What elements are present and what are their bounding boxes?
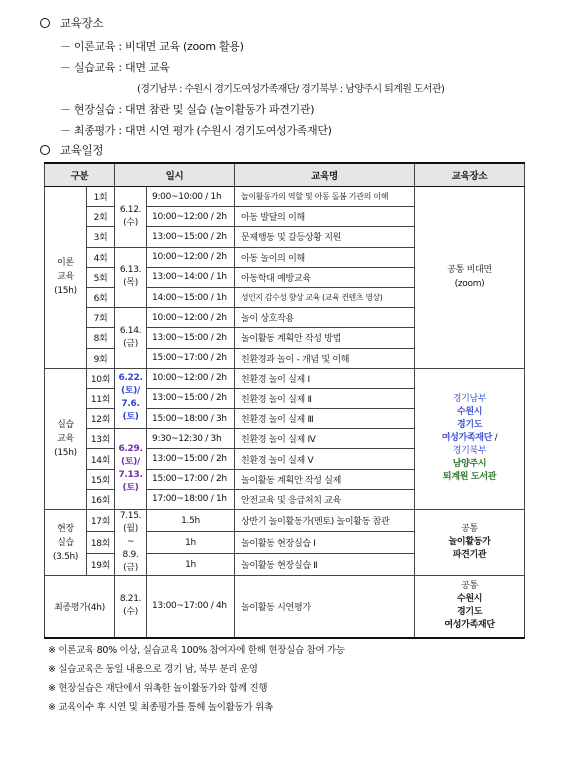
venue-common-label: 공통 — [461, 581, 478, 592]
session-title: 놀이활동 계획안 작성 실제 — [235, 469, 415, 489]
table-row — [45, 187, 525, 207]
session-number: 2회 — [87, 207, 115, 227]
session-number: 9회 — [87, 348, 115, 368]
session-title: 놀이활동 현장실습 Ⅰ — [235, 532, 415, 554]
venue-theory: 공통 비대면 (zoom) — [415, 187, 525, 369]
session-time: 17:00~18:00 / 1h — [147, 489, 235, 509]
session-number: 12회 — [87, 409, 115, 429]
session-title: 안전교육 및 응급처치 교육 — [235, 489, 415, 509]
session-time: 1.5h — [147, 510, 235, 532]
session-title: 아동학대 예방교육 — [235, 267, 415, 287]
venue-line-final: － 최종평가 : 대면 시연 평가 (수원시 경기도여성가족재단) — [60, 124, 332, 137]
venue-line-practice: － 실습교육 : 대면 교육 — [60, 61, 170, 74]
date-cell: 6.29. (토)/ 7.13. (토) — [115, 429, 147, 510]
session-time: 10:00~12:00 / 2h — [147, 308, 235, 328]
circle-bullet-icon — [40, 145, 50, 155]
venue-final-name: 수원시 경기도 여성가족재단 — [444, 594, 495, 631]
date-cell: 8.21. (수) — [115, 576, 147, 638]
session-number: 4회 — [87, 247, 115, 267]
session-number: 19회 — [87, 554, 115, 576]
session-time: 13:00~15:00 / 2h — [147, 449, 235, 469]
session-title: 친환경 놀이 실제 Ⅲ — [235, 409, 415, 429]
group-final: 최종평가(4h) — [45, 576, 115, 638]
venue-field-name: 놀이활동가 파견기관 — [448, 537, 491, 560]
group-practice: 실습 교육 (15h) — [45, 368, 87, 509]
venue-north-label: 경기북부 — [452, 446, 487, 457]
date-cell: 6.22. (토)/ 7.6. (토) — [115, 368, 147, 429]
note-1: ※ 이론교육 80% 이상, 실습교육 100% 참여자에 한해 현장실습 참여 가능 — [48, 645, 345, 656]
date-cell: 7.15. (월) ~ 8.9. (금) — [115, 510, 147, 576]
venue-line-field: － 현장실습 : 대면 참관 및 실습 (놀이활동가 파견기관) — [60, 103, 315, 116]
session-title: 놀이활동가의 역할 및 아동 돌봄 기관의 이해 — [235, 187, 415, 207]
session-number: 6회 — [87, 287, 115, 307]
session-title: 문제행동 및 갈등상황 지원 — [235, 227, 415, 247]
session-title: 놀이활동 시연평가 — [235, 576, 415, 638]
session-title: 친환경 놀이 실제 Ⅳ — [235, 429, 415, 449]
session-title: 친환경 놀이 실제 Ⅴ — [235, 449, 415, 469]
header-venue: 교육장소 — [415, 163, 525, 187]
session-number: 8회 — [87, 328, 115, 348]
session-title: 친환경 놀이 실제 Ⅱ — [235, 388, 415, 408]
session-title: 놀이 상호작용 — [235, 308, 415, 328]
header-category: 구분 — [45, 163, 115, 187]
table-row-final — [45, 576, 525, 638]
session-number: 5회 — [87, 267, 115, 287]
session-title: 아동 발달의 이해 — [235, 207, 415, 227]
session-time: 13:00~15:00 / 2h — [147, 227, 235, 247]
session-time: 10:00~12:00 / 2h — [147, 207, 235, 227]
session-title: 놀이활동 계획안 작성 방법 — [235, 328, 415, 348]
session-number: 14회 — [87, 449, 115, 469]
session-time: 13:00~14:00 / 1h — [147, 267, 235, 287]
venue-section-heading — [40, 15, 103, 31]
session-number: 17회 — [87, 510, 115, 532]
session-title: 아동 놀이의 이해 — [235, 247, 415, 267]
session-title: 친환경 놀이 실제 Ⅰ — [235, 368, 415, 388]
note-4: ※ 교육이수 후 시연 및 최종평가를 통해 놀이활동가 위촉 — [48, 702, 273, 713]
session-number: 3회 — [87, 227, 115, 247]
date-cell: 6.14. (금) — [115, 308, 147, 369]
session-time: 13:00~15:00 / 2h — [147, 388, 235, 408]
session-time: 15:00~17:00 / 2h — [147, 469, 235, 489]
session-number: 18회 — [87, 532, 115, 554]
venue-section-title: 교육장소 — [60, 16, 104, 30]
session-time: 14:00~15:00 / 1h — [147, 287, 235, 307]
venue-field — [415, 510, 525, 576]
group-field: 현장 실습 (3.5h) — [45, 510, 87, 576]
header-datetime: 일시 — [115, 163, 235, 187]
venue-separator: / — [494, 433, 498, 444]
session-number: 1회 — [87, 187, 115, 207]
session-number: 15회 — [87, 469, 115, 489]
date-cell: 6.13. (목) — [115, 247, 147, 308]
session-time: 1h — [147, 532, 235, 554]
venue-common-label: 공통 — [461, 524, 478, 534]
venue-practice — [415, 368, 525, 509]
table-row — [45, 368, 525, 388]
session-number: 7회 — [87, 308, 115, 328]
session-title: 성인지 감수성 향상 교육 (교육 컨텐츠 영상) — [235, 287, 415, 307]
note-2: ※ 실습교육은 동일 내용으로 경기 남, 북부 분리 운영 — [48, 664, 258, 675]
session-time: 13:00~15:00 / 2h — [147, 328, 235, 348]
session-number: 16회 — [87, 489, 115, 509]
venue-south: 수원시 경기도 여성가족재단 — [441, 407, 493, 444]
schedule-section-title: 교육일정 — [60, 143, 104, 157]
venue-final — [415, 576, 525, 638]
session-title: 친환경과 놀이 - 개념 및 이해 — [235, 348, 415, 368]
session-title: 놀이활동 현장실습 Ⅱ — [235, 554, 415, 576]
venue-line-practice-detail: (경기남부 : 수원시 경기도여성가족재단/ 경기북부 : 남양주시 퇴계원 도서관) — [137, 84, 445, 95]
session-time: 9:30~12:30 / 3h — [147, 429, 235, 449]
session-time: 9:00~10:00 / 1h — [147, 187, 235, 207]
date-cell: 6.12. (수) — [115, 187, 147, 248]
venue-north: 남양주시 퇴계원 도서관 — [442, 459, 497, 483]
session-time: 15:00~17:00 / 2h — [147, 348, 235, 368]
venue-line-theory: － 이론교육 : 비대면 교육 (zoom 활용) — [60, 40, 244, 53]
schedule-table — [44, 162, 525, 639]
session-time: 10:00~12:00 / 2h — [147, 247, 235, 267]
circle-bullet-icon — [40, 18, 50, 28]
table-row — [45, 510, 525, 532]
session-time: 1h — [147, 554, 235, 576]
session-time: 15:00~18:00 / 3h — [147, 409, 235, 429]
venue-south-label: 경기남부 — [452, 394, 487, 405]
note-3: ※ 현장실습은 재단에서 위촉한 놀이활동가와 함께 진행 — [48, 683, 268, 694]
session-title: 상반기 놀이활동가(멘토) 놀이활동 참관 — [235, 510, 415, 532]
session-number: 13회 — [87, 429, 115, 449]
session-time: 10:00~12:00 / 2h — [147, 368, 235, 388]
session-number: 11회 — [87, 388, 115, 408]
session-time: 13:00~17:00 / 4h — [147, 576, 235, 638]
group-theory: 이론 교육 (15h) — [45, 187, 87, 369]
schedule-section-heading — [40, 142, 103, 158]
header-course-name: 교육명 — [235, 163, 415, 187]
session-number: 10회 — [87, 368, 115, 388]
table-header-row — [45, 163, 525, 187]
